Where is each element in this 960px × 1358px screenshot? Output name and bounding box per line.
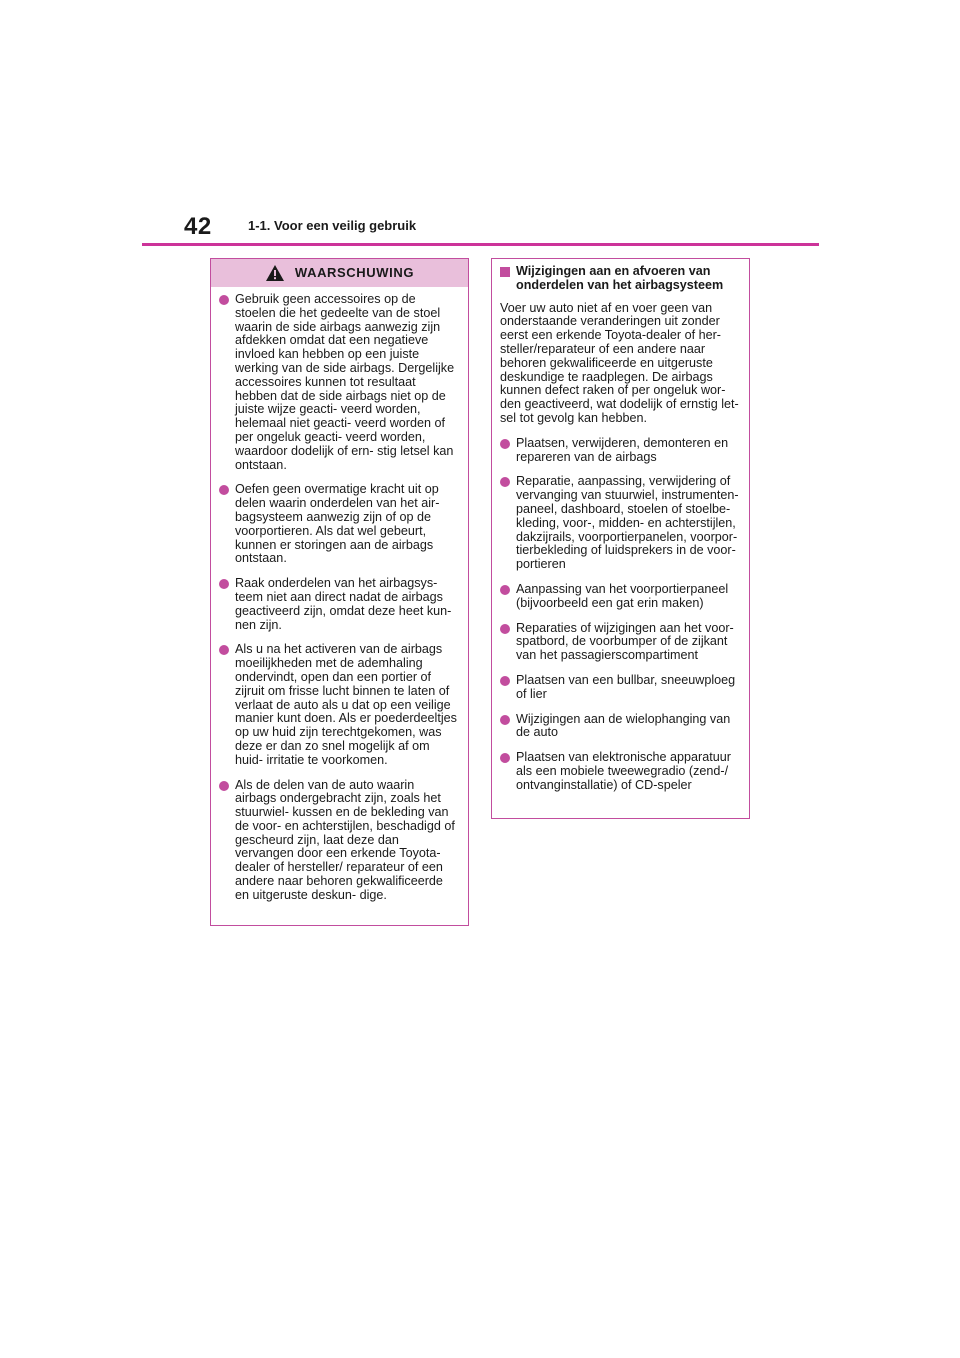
warning-header <box>211 259 468 287</box>
info-item-text: Plaatsen, verwijderen, demonteren en repareren van de airbags <box>516 435 729 464</box>
warning-item <box>219 293 458 472</box>
info-item <box>500 475 739 572</box>
warning-item-text: Oefen geen overmatige kracht uit op delen waarin onderdelen van het air- bagsysteem aanwezig zijn of op de voorportieren. Als dat wel gebeurt, kunnen er storingen aan de airbags ontstaan. <box>235 482 440 566</box>
bullet-icon <box>500 439 510 449</box>
info-item-text: Wijzigingen aan de wielophanging van de auto <box>516 711 731 740</box>
bullet-icon <box>500 676 510 686</box>
info-item <box>500 583 739 611</box>
bullet-icon <box>219 645 229 655</box>
bullet-icon <box>219 781 229 791</box>
warning-item <box>219 643 458 767</box>
bullet-icon <box>500 477 510 487</box>
warning-item-text: Als u na het activeren van de airbags moeilijkheden met de ademhaling ondervindt, open dan een portier of zijruit om frisse lucht binnen te laten of verlaat de auto als u dat op een veilige manier kunt doen. Als er poederdeeltjes op uw huid zijn terechtgekomen, was deze er dan zo snel mogelijk af om huid- irritatie te voorkomen. <box>235 642 457 767</box>
warning-item-text: Raak onderdelen van het airbagsys- teem niet aan direct nadat de airbags geactiveerd zijn, omdat deze heet kun- nen zijn. <box>235 576 452 632</box>
bullet-icon <box>500 753 510 763</box>
info-item-text: Aanpassing van het voorportierpaneel (bijvoorbeeld een gat erin maken) <box>516 581 729 610</box>
warning-body <box>211 287 468 903</box>
info-item <box>500 622 739 663</box>
warning-item <box>219 779 458 903</box>
info-item <box>500 674 739 702</box>
info-item-text: Reparatie, aanpassing, verwijdering of vervanging van stuurwiel, instrumenten- paneel, dashboard, stoelen of stoelbe- kleding, voor-, midden- en achterstijlen, dakzijrails, voorportierpanelen, voorpor- tierbekleding of luidsprekers in de voor- portieren <box>516 474 739 572</box>
info-item <box>500 437 739 465</box>
info-paragraph: Voer uw auto niet af en voer geen van onderstaande veranderingen uit zonder eerst een erkende Toyota-dealer of her- steller/reparateur of een andere naar behoren gekwalificeerde en uitgeruste deskundige te raadplegen. De airbags kunnen defect raken of per ongeluk wor- den geactiveerd, wat dodelijk of ernstig let- sel tot gevolg kan hebben. <box>500 300 739 425</box>
warning-item <box>219 483 458 566</box>
warning-item <box>219 577 458 632</box>
bullet-icon <box>500 624 510 634</box>
warning-item-text: Als de delen van de auto waarin airbags ondergebracht zijn, zoals het stuurwiel- kussen en de bekleding van de voor- en achterstijlen, beschadigd of gescheurd zijn, laat deze dan vervangen door een erkende Toyota-dealer of hersteller/ reparateur of een andere naar behoren gekwalificeerde en uitgeruste deskun- dige. <box>235 777 455 902</box>
info-item-text: Plaatsen van een bullbar, sneeuwploeg of lier <box>516 672 736 701</box>
warning-triangle-icon <box>265 264 285 282</box>
bullet-icon <box>500 585 510 595</box>
warning-item-text: Gebruik geen accessoires op de stoelen die het gedeelte van de stoel waarin de side airbags aanwezig zijn afdekken omdat dat een negatieve invloed kan hebben op een juiste werking van de side airbags. Dergelijke accessoires kunnen tot resultaat hebben dat de side airbags niet op de juiste wijze geacti- veerd worden, helemaal niet geacti- veerd worden of per ongeluk geacti- veerd worden, waardoor dodelijk of ern- stig letsel kan ontstaan. <box>235 292 455 472</box>
bullet-icon <box>219 295 229 305</box>
info-item <box>500 751 739 792</box>
info-heading-text: Wijzigingen aan en afvoeren van onderdelen van het airbagsysteem <box>516 264 724 292</box>
info-item-text: Plaatsen van elektronische apparatuur als een mobiele tweewegradio (zend-/ ontvanginstallatie) of CD-speler <box>516 750 731 792</box>
info-box <box>491 258 750 819</box>
page-number: 42 <box>184 213 212 240</box>
bullet-icon <box>219 485 229 495</box>
header-rule <box>142 243 819 246</box>
square-bullet-icon <box>500 267 510 277</box>
info-body <box>492 259 749 793</box>
info-item <box>500 713 739 741</box>
bullet-icon <box>500 715 510 725</box>
bullet-icon <box>219 579 229 589</box>
info-item-text: Reparaties of wijzigingen aan het voor- spatbord, de voorbumper of de zijkant van het passagierscompartiment <box>516 620 734 663</box>
warning-title: WAARSCHUWING <box>294 265 415 281</box>
warning-box <box>210 258 469 926</box>
section-title: 1-1. Voor een veilig gebruik <box>248 218 417 233</box>
info-heading <box>500 265 739 293</box>
